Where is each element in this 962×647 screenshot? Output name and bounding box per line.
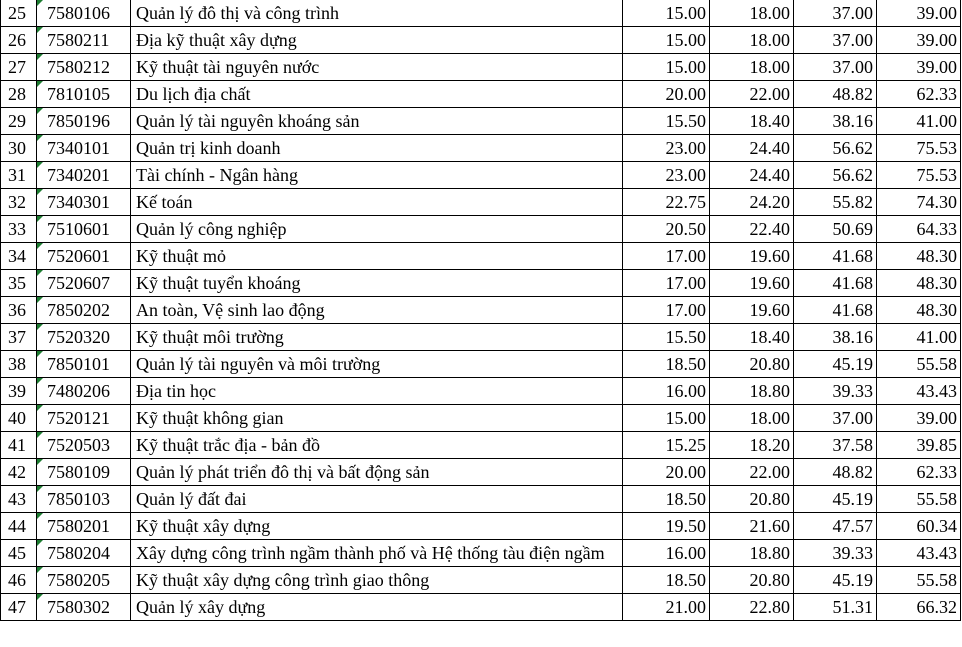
score-col-3-cell[interactable]: 41.68 [794, 270, 877, 297]
row-number-cell[interactable]: 36 [1, 297, 37, 324]
score-col-2-cell[interactable]: 24.40 [710, 135, 794, 162]
major-code-cell[interactable]: 7520320 [37, 324, 131, 351]
score-col-1-cell[interactable]: 17.00 [623, 297, 710, 324]
score-col-2-cell[interactable]: 18.00 [710, 0, 794, 27]
score-col-4-cell[interactable]: 62.33 [877, 81, 961, 108]
row-number-cell[interactable]: 33 [1, 216, 37, 243]
table-row [1, 378, 961, 405]
table-row [1, 135, 961, 162]
score-col-4-cell[interactable]: 48.30 [877, 243, 961, 270]
score-col-1-cell[interactable]: 21.00 [623, 594, 710, 621]
score-col-4-cell[interactable]: 39.00 [877, 0, 961, 27]
score-col-3-cell[interactable]: 48.82 [794, 459, 877, 486]
table-row [1, 216, 961, 243]
major-code-cell[interactable]: 7520121 [37, 405, 131, 432]
row-number-cell[interactable]: 35 [1, 270, 37, 297]
score-col-2-cell[interactable]: 18.00 [710, 405, 794, 432]
major-code-cell[interactable]: 7580204 [37, 540, 131, 567]
score-col-3-cell[interactable]: 50.69 [794, 216, 877, 243]
row-number-cell[interactable]: 46 [1, 567, 37, 594]
row-number-cell[interactable]: 31 [1, 162, 37, 189]
table-row [1, 405, 961, 432]
major-code-cell[interactable]: 7850103 [37, 486, 131, 513]
row-number-cell[interactable]: 47 [1, 594, 37, 621]
score-col-1-cell[interactable]: 15.50 [623, 108, 710, 135]
score-col-2-cell[interactable]: 18.80 [710, 378, 794, 405]
score-col-4-cell[interactable]: 39.00 [877, 54, 961, 81]
major-code-cell[interactable]: 7520607 [37, 270, 131, 297]
score-col-4-cell[interactable]: 62.33 [877, 459, 961, 486]
score-col-3-cell[interactable]: 56.62 [794, 135, 877, 162]
major-name-cell[interactable]: Kỹ thuật môi trường [131, 324, 623, 351]
row-number-cell[interactable]: 25 [1, 0, 37, 27]
score-col-2-cell[interactable]: 22.00 [710, 459, 794, 486]
score-col-1-cell[interactable]: 19.50 [623, 513, 710, 540]
score-col-2-cell[interactable]: 18.00 [710, 27, 794, 54]
major-code-cell[interactable]: 7340101 [37, 135, 131, 162]
score-col-4-cell[interactable]: 48.30 [877, 297, 961, 324]
table-row [1, 189, 961, 216]
major-code-cell[interactable]: 7580201 [37, 513, 131, 540]
score-col-2-cell[interactable]: 18.80 [710, 540, 794, 567]
major-name-cell[interactable]: Quản lý tài nguyên khoáng sản [131, 108, 623, 135]
table-row [1, 459, 961, 486]
major-name-cell[interactable]: Kỹ thuật xây dựng [131, 513, 623, 540]
table-row [1, 567, 961, 594]
major-code-cell[interactable]: 7810105 [37, 81, 131, 108]
score-col-4-cell[interactable]: 41.00 [877, 108, 961, 135]
score-col-1-cell[interactable]: 20.50 [623, 216, 710, 243]
score-col-3-cell[interactable]: 47.57 [794, 513, 877, 540]
score-col-2-cell[interactable]: 20.80 [710, 351, 794, 378]
score-col-3-cell[interactable]: 37.00 [794, 0, 877, 27]
row-number-cell[interactable]: 44 [1, 513, 37, 540]
table-row [1, 594, 961, 621]
score-col-4-cell[interactable]: 75.53 [877, 162, 961, 189]
score-col-3-cell[interactable]: 55.82 [794, 189, 877, 216]
score-col-2-cell[interactable]: 19.60 [710, 243, 794, 270]
score-col-2-cell[interactable]: 19.60 [710, 270, 794, 297]
score-col-4-cell[interactable]: 66.32 [877, 594, 961, 621]
score-col-3-cell[interactable]: 38.16 [794, 108, 877, 135]
score-col-4-cell[interactable]: 64.33 [877, 216, 961, 243]
major-code-cell[interactable]: 7580212 [37, 54, 131, 81]
row-number-cell[interactable]: 28 [1, 81, 37, 108]
score-col-4-cell[interactable]: 43.43 [877, 378, 961, 405]
score-col-1-cell[interactable]: 15.00 [623, 405, 710, 432]
row-number-cell[interactable]: 30 [1, 135, 37, 162]
score-col-3-cell[interactable]: 39.33 [794, 378, 877, 405]
score-col-2-cell[interactable]: 20.80 [710, 567, 794, 594]
score-col-4-cell[interactable]: 60.34 [877, 513, 961, 540]
row-number-cell[interactable]: 45 [1, 540, 37, 567]
major-name-cell[interactable]: Du lịch địa chất [131, 81, 623, 108]
table-row [1, 351, 961, 378]
score-col-1-cell[interactable]: 16.00 [623, 540, 710, 567]
score-col-1-cell[interactable]: 23.00 [623, 135, 710, 162]
score-col-4-cell[interactable]: 39.85 [877, 432, 961, 459]
score-col-1-cell[interactable]: 17.00 [623, 270, 710, 297]
major-code-cell[interactable]: 7850202 [37, 297, 131, 324]
row-number-cell[interactable]: 34 [1, 243, 37, 270]
row-number-cell[interactable]: 37 [1, 324, 37, 351]
table-row [1, 432, 961, 459]
table-body [1, 0, 961, 621]
table-row [1, 270, 961, 297]
row-number-cell[interactable]: 27 [1, 54, 37, 81]
score-col-1-cell[interactable]: 22.75 [623, 189, 710, 216]
score-col-1-cell[interactable]: 15.00 [623, 27, 710, 54]
major-code-cell[interactable]: 7340301 [37, 189, 131, 216]
score-col-4-cell[interactable]: 43.43 [877, 540, 961, 567]
score-col-4-cell[interactable]: 48.30 [877, 270, 961, 297]
major-code-cell[interactable]: 7510601 [37, 216, 131, 243]
major-code-cell[interactable]: 7580106 [37, 0, 131, 27]
table-row [1, 108, 961, 135]
score-col-3-cell[interactable]: 37.00 [794, 54, 877, 81]
major-name-cell[interactable]: Quản lý công nghiệp [131, 216, 623, 243]
score-col-2-cell[interactable]: 20.80 [710, 486, 794, 513]
score-col-4-cell[interactable]: 55.58 [877, 567, 961, 594]
score-col-3-cell[interactable]: 37.00 [794, 405, 877, 432]
score-col-3-cell[interactable]: 45.19 [794, 351, 877, 378]
score-col-2-cell[interactable]: 22.40 [710, 216, 794, 243]
score-col-1-cell[interactable]: 15.00 [623, 54, 710, 81]
table-row [1, 54, 961, 81]
score-col-3-cell[interactable]: 51.31 [794, 594, 877, 621]
row-number-cell[interactable]: 32 [1, 189, 37, 216]
score-col-1-cell[interactable]: 18.50 [623, 567, 710, 594]
row-number-cell[interactable]: 38 [1, 351, 37, 378]
score-col-3-cell[interactable]: 41.68 [794, 297, 877, 324]
row-number-cell[interactable]: 39 [1, 378, 37, 405]
score-col-4-cell[interactable]: 55.58 [877, 351, 961, 378]
major-name-cell[interactable]: Địa kỹ thuật xây dựng [131, 27, 623, 54]
score-col-2-cell[interactable]: 21.60 [710, 513, 794, 540]
table-row [1, 27, 961, 54]
major-name-cell[interactable]: Quản lý đô thị và công trình [131, 0, 623, 27]
major-name-cell[interactable]: Quản lý xây dựng [131, 594, 623, 621]
score-col-2-cell[interactable]: 22.00 [710, 81, 794, 108]
score-col-3-cell[interactable]: 45.19 [794, 567, 877, 594]
table-row [1, 540, 961, 567]
major-name-cell[interactable]: Quản trị kinh doanh [131, 135, 623, 162]
table-row [1, 486, 961, 513]
table-row [1, 81, 961, 108]
score-col-1-cell[interactable]: 18.50 [623, 486, 710, 513]
score-col-1-cell[interactable]: 20.00 [623, 459, 710, 486]
major-name-cell[interactable]: Kỹ thuật mỏ [131, 243, 623, 270]
score-col-3-cell[interactable]: 38.16 [794, 324, 877, 351]
table-row [1, 162, 961, 189]
score-col-2-cell[interactable]: 22.80 [710, 594, 794, 621]
score-col-4-cell[interactable]: 55.58 [877, 486, 961, 513]
score-col-2-cell[interactable]: 24.40 [710, 162, 794, 189]
major-name-cell[interactable]: Quản lý đất đai [131, 486, 623, 513]
major-code-cell[interactable]: 7580205 [37, 567, 131, 594]
table-row [1, 0, 961, 27]
major-code-cell[interactable]: 7480206 [37, 378, 131, 405]
major-code-cell[interactable]: 7850196 [37, 108, 131, 135]
score-col-4-cell[interactable]: 39.00 [877, 405, 961, 432]
table-row [1, 324, 961, 351]
major-name-cell[interactable]: An toàn, Vệ sinh lao động [131, 297, 623, 324]
score-col-1-cell[interactable]: 18.50 [623, 351, 710, 378]
score-col-1-cell[interactable]: 20.00 [623, 81, 710, 108]
row-number-cell[interactable]: 26 [1, 27, 37, 54]
major-name-cell[interactable]: Kỹ thuật trắc địa - bản đồ [131, 432, 623, 459]
row-number-cell[interactable]: 29 [1, 108, 37, 135]
score-col-1-cell[interactable]: 15.25 [623, 432, 710, 459]
major-name-cell[interactable]: Kỹ thuật tuyển khoáng [131, 270, 623, 297]
major-name-cell[interactable]: Địa tin học [131, 378, 623, 405]
score-col-2-cell[interactable]: 19.60 [710, 297, 794, 324]
score-col-1-cell[interactable]: 16.00 [623, 378, 710, 405]
major-code-cell[interactable]: 7520601 [37, 243, 131, 270]
table-row [1, 513, 961, 540]
score-col-2-cell[interactable]: 18.20 [710, 432, 794, 459]
score-col-1-cell[interactable]: 17.00 [623, 243, 710, 270]
major-name-cell[interactable]: Tài chính - Ngân hàng [131, 162, 623, 189]
score-col-4-cell[interactable]: 75.53 [877, 135, 961, 162]
row-number-cell[interactable]: 43 [1, 486, 37, 513]
major-name-cell[interactable]: Kỹ thuật không gian [131, 405, 623, 432]
major-code-cell[interactable]: 7520503 [37, 432, 131, 459]
table-row [1, 297, 961, 324]
table-row [1, 243, 961, 270]
major-code-cell[interactable]: 7850101 [37, 351, 131, 378]
score-col-4-cell[interactable]: 41.00 [877, 324, 961, 351]
score-col-2-cell[interactable]: 18.00 [710, 54, 794, 81]
score-col-4-cell[interactable]: 74.30 [877, 189, 961, 216]
score-col-1-cell[interactable]: 23.00 [623, 162, 710, 189]
major-name-cell[interactable]: Kỹ thuật xây dựng công trình giao thông [131, 567, 623, 594]
major-name-cell[interactable]: Xây dựng công trình ngầm thành phố và Hệ thống tàu điện ngầm [131, 540, 623, 567]
score-col-3-cell[interactable]: 45.19 [794, 486, 877, 513]
score-col-2-cell[interactable]: 18.40 [710, 324, 794, 351]
score-col-2-cell[interactable]: 18.40 [710, 108, 794, 135]
score-col-3-cell[interactable]: 37.00 [794, 27, 877, 54]
score-col-3-cell[interactable]: 41.68 [794, 243, 877, 270]
row-number-cell[interactable]: 41 [1, 432, 37, 459]
score-col-2-cell[interactable]: 24.20 [710, 189, 794, 216]
major-name-cell[interactable]: Kế toán [131, 189, 623, 216]
score-col-1-cell[interactable]: 15.50 [623, 324, 710, 351]
score-col-3-cell[interactable]: 56.62 [794, 162, 877, 189]
major-name-cell[interactable]: Quản lý phát triển đô thị và bất động sản [131, 459, 623, 486]
row-number-cell[interactable]: 40 [1, 405, 37, 432]
score-col-1-cell[interactable]: 15.00 [623, 0, 710, 27]
major-code-cell[interactable]: 7340201 [37, 162, 131, 189]
score-col-4-cell[interactable]: 39.00 [877, 27, 961, 54]
major-code-cell[interactable]: 7580211 [37, 27, 131, 54]
major-name-cell[interactable]: Kỹ thuật tài nguyên nước [131, 54, 623, 81]
row-number-cell[interactable]: 42 [1, 459, 37, 486]
major-code-cell[interactable]: 7580302 [37, 594, 131, 621]
major-name-cell[interactable]: Quản lý tài nguyên và môi trường [131, 351, 623, 378]
score-col-3-cell[interactable]: 37.58 [794, 432, 877, 459]
score-col-3-cell[interactable]: 39.33 [794, 540, 877, 567]
major-code-cell[interactable]: 7580109 [37, 459, 131, 486]
score-col-3-cell[interactable]: 48.82 [794, 81, 877, 108]
